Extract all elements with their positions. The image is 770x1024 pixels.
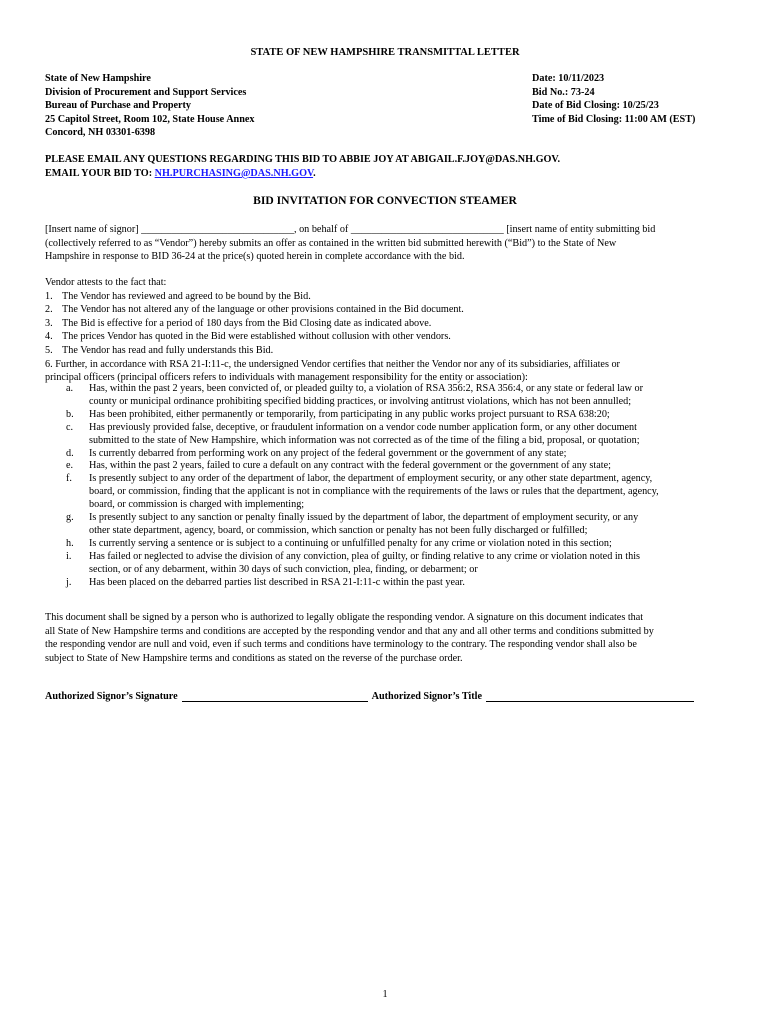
submit-email-prefix: EMAIL YOUR BID TO: (45, 167, 155, 179)
agency-line: Concord, NH 03301-6398 (45, 127, 156, 139)
sub-item-line: section, or of any debarment, within 30 days of such conviction, plea, finding, or debarment; or (89, 563, 478, 575)
list-item-text: The prices Vendor has quoted in the Bid were established without collusion with other vendors. (62, 331, 451, 343)
title-label: Authorized Signor’s Title (371, 691, 483, 702)
sub-item-line: county or municipal ordinance prohibiting specified bidding practices, or involving antitrust violations, which has not been annulled; (89, 395, 632, 407)
list-item (45, 317, 730, 331)
sub-item-letter: a. (66, 383, 74, 394)
agency-line: State of New Hampshire (45, 73, 151, 84)
intro-line: Hampshire in response to BID 36-24 at the price(s) quoted herein in complete accordance with the bid. (45, 251, 465, 263)
questions-email-line: PLEASE EMAIL ANY QUESTIONS REGARDING THIS BID TO ABBIE JOY AT ABIGAIL.F.JOY@DAS.NH.GOV. (45, 154, 561, 165)
title-line[interactable] (486, 690, 694, 702)
sub-item-line: Has been placed on the debarred parties list described in RSA 21-I:11-c within the past year. (89, 576, 465, 588)
attests-list (45, 276, 730, 385)
sub-item-line: board, or commission, finding that the applicant is not in compliance with the requirements of the laws or rules that the department, agency, (89, 486, 659, 498)
bid-heading: BID INVITATION FOR CONVECTION STEAMER (253, 194, 517, 207)
sub-item-letter: b. (66, 408, 74, 420)
sub-item (66, 538, 726, 551)
sub-item (66, 448, 726, 461)
sub-item-line: Has, within the past 2 years, been convicted of, or pleaded guilty to, a violation of RSA 356:2, RSA 356:4, or any state or federal law or (89, 383, 643, 394)
closing-line: all State of New Hampshire terms and conditions are accepted by the responding vendor and that any and all other terms and conditions submitted by (45, 625, 654, 637)
list-item-text: The Vendor has not altered any of the language or other provisions contained in the Bid document. (62, 304, 464, 316)
closing-line: This document shall be signed by a person who is authorized to legally obligate the responding vendor. A signature on this document indicates that (45, 612, 644, 623)
intro-paragraph (45, 223, 725, 264)
sub-item-letter: f. (66, 473, 72, 485)
list-item (45, 344, 730, 358)
sub-item (66, 422, 726, 448)
list-item-number: 3. (45, 317, 53, 329)
list-item-number: 2. (45, 304, 53, 316)
sub-item-line: submitted to the state of New Hampshire, which information was not corrected as of the time of the filing a bid, proposal, or quotation; (89, 434, 640, 446)
sub-item-letter: j. (66, 576, 72, 588)
signature-label: Authorized Signor’s Signature (45, 691, 178, 702)
sub-item-letter: i. (66, 550, 72, 562)
bid-meta (532, 72, 695, 126)
signature-line[interactable] (182, 690, 368, 702)
letter-title: STATE OF NEW HAMPSHIRE TRANSMITTAL LETTER (250, 47, 520, 58)
sub-item-line: other state department, agency, board, or commission, which sanction or penalty has not been fully discharged or fulfilled; (89, 524, 588, 536)
intro-line: (collectively referred to as “Vendor”) hereby submits an offer as contained in the written bid submitted herewith (“Bid”) to the State of New (45, 237, 617, 249)
list-item (45, 330, 730, 344)
signature-row (45, 690, 725, 702)
list-item (45, 303, 730, 317)
sub-item-letter: g. (66, 512, 74, 524)
intro-line: [Insert name of signor] ______________________________, on behalf of ______________________________ [insert name of entity submitting bid (45, 224, 656, 235)
submit-email-line (45, 167, 560, 181)
sub-item-letter: c. (66, 421, 74, 433)
agency-address (45, 72, 255, 140)
item6-line: principal officers (principal officers refers to individuals with management responsibility for the entity or association): (45, 372, 528, 384)
sub-item (66, 409, 726, 422)
list-item-text: The Bid is effective for a period of 180 days from the Bid Closing date as indicated above. (62, 317, 432, 329)
sub-item (66, 551, 726, 577)
sub-item-line: Is presently subject to any sanction or penalty finally issued by the department of labor, the department of employment security, or any (89, 512, 639, 524)
list-item-text: The Vendor has reviewed and agreed to be bound by the Bid. (62, 290, 311, 302)
sub-item (66, 383, 726, 409)
attests-label: Vendor attests to the fact that: (45, 277, 167, 288)
sub-item (66, 460, 726, 473)
closing-line: the responding vendor are null and void, even if such terms and conditions have terminology to the contrary. The responding vendor shall also be (45, 639, 637, 651)
sub-item-letter: d. (66, 447, 74, 459)
bid-number: Bid No.: 73-24 (532, 86, 595, 98)
bid-closing-time: Time of Bid Closing: 11:00 AM (EST) (532, 113, 696, 125)
sub-item (66, 473, 726, 512)
sub-item (66, 512, 726, 538)
sub-item-line: Has, within the past 2 years, failed to cure a default on any contract with the federal government or the government of any state; (89, 460, 611, 472)
agency-line: Bureau of Purchase and Property (45, 100, 192, 112)
agency-line: Division of Procurement and Support Services (45, 86, 247, 98)
sub-item-line: Has been prohibited, either permanently or temporarily, from participating in any public works project pursuant to RSA 638:20; (89, 408, 610, 420)
item6-line: 6. Further, in accordance with RSA 21-I:11-c, the undersigned Vendor certifies that neither the Vendor nor any of its subsidiaries, affiliates or (45, 358, 620, 370)
closing-line: subject to State of New Hampshire terms and conditions as stated on the reverse of the purchase order. (45, 652, 463, 664)
closing-paragraph (45, 611, 725, 665)
list-item-number: 5. (45, 344, 53, 356)
sub-item-line: Is currently serving a sentence or is subject to a continuing or unfulfilled penalty for any crime or violation noted in this section; (89, 537, 612, 549)
subitems-list (66, 383, 726, 590)
sub-item (66, 577, 726, 590)
sub-item-letter: e. (66, 460, 74, 472)
sub-item-letter: h. (66, 537, 74, 549)
sub-item-line: Has failed or neglected to advise the division of any conviction, plea of guilty, or finding relative to any crime or violation noted in this (89, 550, 641, 562)
agency-line: 25 Capitol Street, Room 102, State House Annex (45, 113, 255, 125)
page-number: 1 (382, 989, 388, 1000)
sub-item-line: board, or commission is charged with implementing; (89, 499, 305, 511)
list-item (45, 290, 730, 304)
submit-email-suffix: . (313, 167, 316, 179)
email-instructions (45, 153, 560, 181)
sub-item-line: Has previously provided false, deceptive, or fraudulent information on a vendor code number application form, or any other document (89, 421, 637, 433)
bid-date: Date: 10/11/2023 (532, 73, 605, 84)
list-item-number: 1. (45, 290, 53, 302)
list-item-text: The Vendor has read and fully understands this Bid. (62, 344, 274, 356)
list-item-number: 4. (45, 331, 53, 343)
submit-email-link[interactable]: NH.PURCHASING@DAS.NH.GOV (154, 167, 314, 179)
sub-item-line: Is presently subject to any order of the department of labor, the department of employment security, or any other state department, agency, (89, 473, 653, 485)
sub-item-line: Is currently debarred from performing work on any project of the federal government or the government of any state; (89, 447, 567, 459)
bid-closing-date: Date of Bid Closing: 10/25/23 (532, 100, 659, 112)
